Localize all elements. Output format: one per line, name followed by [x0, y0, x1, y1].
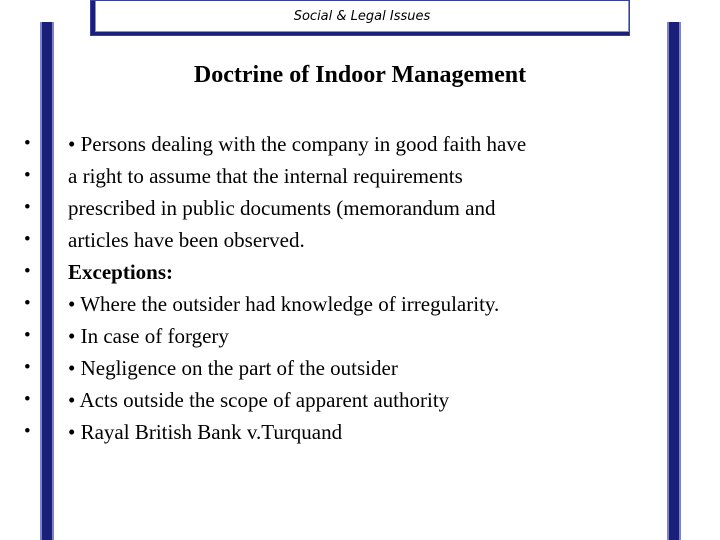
bullet-marker: •	[24, 261, 31, 282]
list-item	[24, 192, 644, 224]
list-item-text: • In case of forgery	[68, 323, 229, 348]
header-inner	[95, 1, 629, 32]
list-item	[24, 416, 644, 448]
list-item	[24, 352, 644, 384]
bullet-marker: •	[24, 389, 31, 410]
bullet-marker: •	[24, 325, 31, 346]
list-item	[24, 384, 644, 416]
list-item	[24, 224, 644, 256]
list-item-text: • Acts outside the scope of apparent authority	[68, 387, 450, 412]
bullet-list	[24, 128, 644, 448]
bullet-marker: •	[24, 165, 31, 186]
list-item	[24, 128, 644, 160]
header-banner	[90, 0, 630, 36]
header-text: Social & Legal Issues	[293, 8, 431, 24]
bullet-marker: •	[24, 229, 31, 250]
list-item-text: prescribed in public documents (memorandum and	[68, 195, 496, 220]
list-item	[24, 288, 644, 320]
bullet-marker: •	[24, 133, 31, 154]
right-decorative-bar	[667, 22, 681, 540]
bullet-marker: •	[24, 197, 31, 218]
list-item-text: • Negligence on the part of the outsider	[68, 355, 398, 380]
list-item-text: • Rayal British Bank v.Turquand	[68, 419, 343, 444]
bullet-marker: •	[24, 421, 31, 442]
list-item-text: • Persons dealing with the company in good faith have	[68, 131, 527, 156]
list-item-text: articles have been observed.	[68, 227, 305, 252]
bullet-marker: •	[24, 293, 31, 314]
list-item	[24, 160, 644, 192]
list-item	[24, 320, 644, 352]
slide-title: Doctrine of Indoor Management	[193, 62, 527, 88]
list-item	[24, 256, 644, 288]
bullet-marker: •	[24, 357, 31, 378]
exceptions-heading: Exceptions:	[68, 259, 173, 284]
list-item-text: • Where the outsider had knowledge of irregularity.	[68, 291, 500, 316]
list-item-text: a right to assume that the internal requirements	[68, 163, 463, 188]
